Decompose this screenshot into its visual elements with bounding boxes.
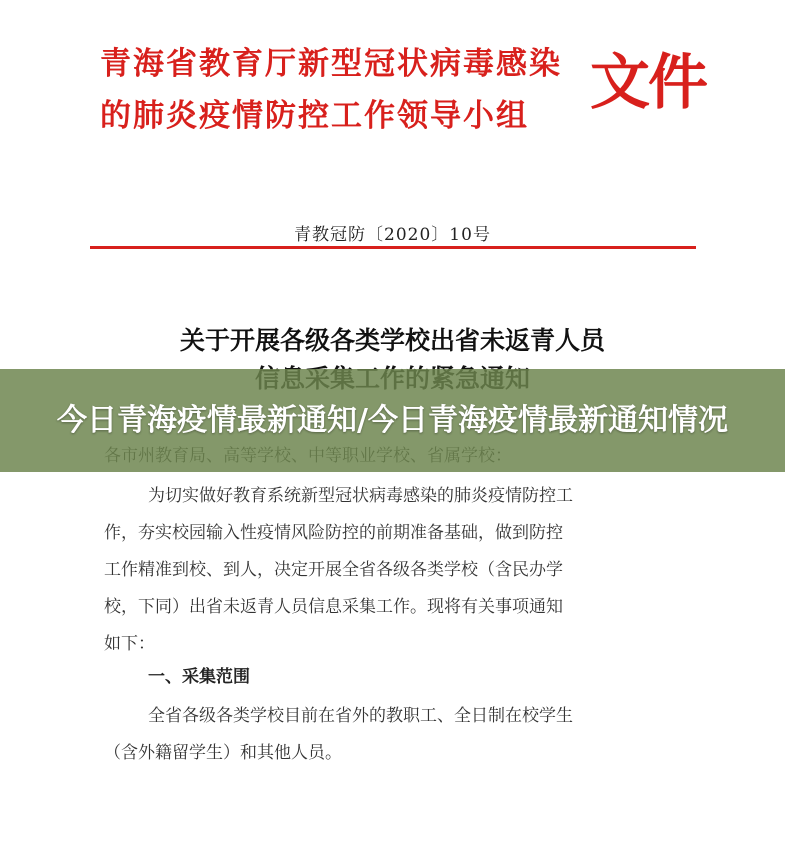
title-banner: [0, 369, 785, 472]
header-line-1: 青海省教育厅新型冠状病毒感染: [100, 46, 562, 82]
header-line-2: 的肺炎疫情防控工作领导小组: [100, 98, 529, 134]
document-number: 青教冠防〔2020〕10号: [294, 225, 491, 245]
section-heading-scope: 一、采集范围: [148, 667, 250, 687]
paragraph-line: 工作精准到校、到人，决定开展全省各级各类学校（含民办学: [104, 560, 563, 580]
paragraph-scope: [104, 698, 704, 772]
paragraph-line: 如下：: [104, 634, 155, 654]
header-wenjian-label: 文件: [590, 48, 706, 118]
red-divider-line: [90, 246, 696, 249]
paragraph-line: 作，夯实校园输入性疫情风险防控的前期准备基础，做到防控: [104, 523, 563, 543]
paragraph-line: （含外籍留学生）和其他人员。: [104, 743, 342, 763]
notice-title-line-1: 关于开展各级各类学校出省未返青人员: [179, 326, 605, 355]
document-header-title: [100, 38, 562, 142]
paragraph-line: 全省各级各类学校目前在省外的教职工、全日制在校学生: [148, 706, 573, 726]
banner-title: 今日青海疫情最新通知/今日青海疫情最新通知情况: [57, 402, 728, 438]
paragraph-line: 校，下同）出省未返青人员信息采集工作。现将有关事项通知: [104, 597, 563, 617]
paragraph-intro: [104, 478, 704, 663]
paragraph-line: 为切实做好教育系统新型冠状病毒感染的肺炎疫情防控工: [148, 486, 573, 506]
